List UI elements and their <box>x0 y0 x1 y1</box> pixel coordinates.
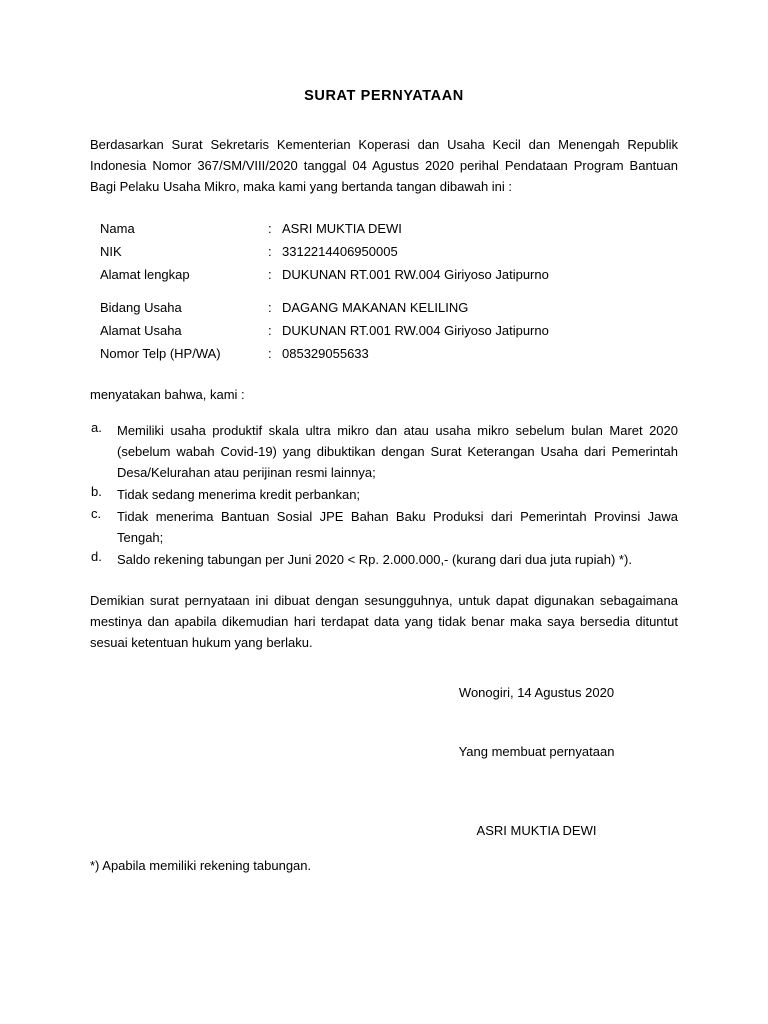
identity-row-nama <box>100 217 678 240</box>
clause-marker: d. <box>91 549 102 565</box>
identity-row-alamat-usaha <box>100 319 678 342</box>
list-item <box>90 549 678 570</box>
identity-spacer <box>100 287 678 296</box>
identity-row-nomor-telp <box>100 342 678 365</box>
identity-label: Alamat Usaha <box>100 322 182 338</box>
identity-value: DAGANG MAKANAN KELILING <box>282 299 469 315</box>
signature-block <box>90 683 678 841</box>
identity-colon: : <box>268 267 272 283</box>
list-item <box>90 484 678 505</box>
identity-value: ASRI MUKTIA DEWI <box>282 221 402 237</box>
identity-value: DUKUNAN RT.001 RW.004 Giriyoso Jatipurno <box>282 267 549 283</box>
clause-marker: c. <box>91 506 102 522</box>
identity-colon: : <box>268 244 272 260</box>
identity-row-nik <box>100 240 678 263</box>
clause-text: Saldo rekening tabungan per Juni 2020 < Rp. 2.000.000,- (kurang dari dua juta rupiah) *). <box>117 552 632 568</box>
identity-colon: : <box>268 322 272 338</box>
identity-label: NIK <box>100 244 122 260</box>
footnote: *) Apabila memiliki rekening tabungan. <box>90 858 312 873</box>
signature-spacer-top <box>90 704 678 742</box>
identity-colon: : <box>268 299 272 315</box>
closing-paragraph: Demikian surat pernyataan ini dibuat dengan sesungguhnya, untuk dapat digunakan sebagaimana mestinya dan apabila dikemudian hari terdapat data yang tidak benar maka saya bersedia dituntut sesuai ketentuan hukum yang berlaku. <box>90 593 678 651</box>
identity-row-bidang-usaha <box>100 296 678 319</box>
identity-row-alamat-lengkap <box>100 263 678 286</box>
statement-lead: menyatakan bahwa, kami : <box>90 386 245 402</box>
identity-label: Bidang Usaha <box>100 299 182 315</box>
signature-label: Yang membuat pernyataan <box>458 744 615 760</box>
identity-label: Nama <box>100 221 135 237</box>
identity-label: Nomor Telp (HP/WA) <box>100 345 221 361</box>
identity-table <box>100 217 678 365</box>
clause-text: Tidak sedang menerima kredit perbankan; <box>117 487 361 503</box>
list-item <box>90 506 678 548</box>
clause-marker: a. <box>91 419 102 435</box>
intro-paragraph: Berdasarkan Surat Sekretaris Kementerian Koperasi dan Usaha Kecil dan Menengah Republik Indonesia Nomor 367/SM/VIII/2020 tanggal 04 Agustus 2020 perihal Pendataan Program Bantuan Bagi Pelaku Usaha Mikro, maka kami yang bertanda tangan dibawah ini : <box>90 137 678 195</box>
clause-marker: b. <box>91 484 102 500</box>
identity-value: DUKUNAN RT.001 RW.004 Giriyoso Jatipurno <box>282 322 549 338</box>
clause-text: Memiliki usaha produktif skala ultra mikro dan atau usaha mikro sebelum bulan Maret 2020 (sebelum wabah Covid-19) yang dibuktikan dengan Surat Keterangan Usaha dari Pemerintah Desa/Kelurahan atau perijinan resmi lainnya; <box>117 422 678 480</box>
identity-colon: : <box>268 221 272 237</box>
list-item <box>90 420 678 483</box>
identity-label: Alamat lengkap <box>100 267 190 283</box>
identity-value: 085329055633 <box>282 345 369 361</box>
signature-name: ASRI MUKTIA DEWI <box>476 822 597 838</box>
signature-spacer-bottom <box>90 763 678 821</box>
signature-place-date: Wonogiri, 14 Agustus 2020 <box>458 685 615 701</box>
identity-value: 3312214406950005 <box>282 244 398 260</box>
clause-text: Tidak menerima Bantuan Sosial JPE Bahan Baku Produksi dari Pemerintah Provinsi Jawa Tengah; <box>117 509 678 546</box>
page-title: SURAT PERNYATAAN <box>304 88 464 104</box>
identity-colon: : <box>268 345 272 361</box>
clause-list <box>90 420 678 570</box>
